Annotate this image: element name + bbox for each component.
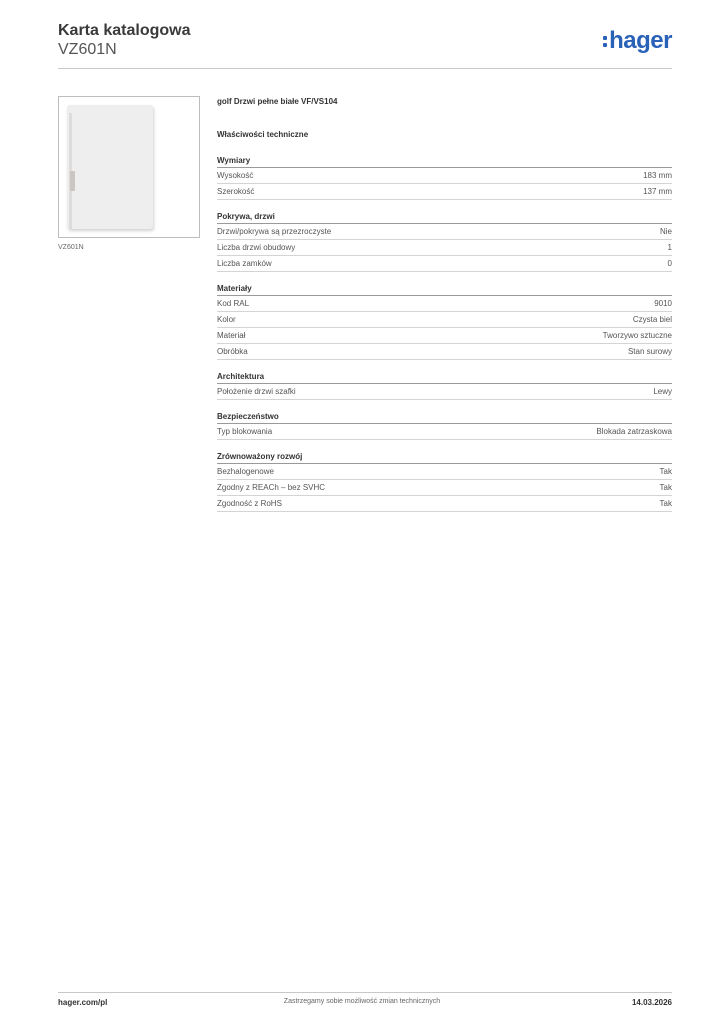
image-caption: VZ601N [58,244,84,251]
footer-date: 14.03.2026 [631,998,672,1007]
spec-row [217,296,672,312]
spec-section [217,410,672,440]
spec-label: Drzwi/pokrywa są przezroczyste [217,227,332,236]
spec-content [217,96,672,512]
spec-value: Blokada zatrzaskowa [596,427,672,436]
spec-row [217,496,672,512]
logo-dots-icon [603,36,607,47]
section-title: Architektura [217,370,672,384]
header-divider [58,68,672,69]
spec-value: 183 mm [643,171,672,180]
spec-row [217,464,672,480]
spec-value: Tak [659,499,672,508]
footer-website[interactable]: hager.com/pl [58,998,108,1007]
logo-text: hager [609,27,672,54]
hager-logo [603,26,672,56]
spec-label: Liczba zamków [217,259,272,268]
section-title: Zrównoważony rozwój [217,450,672,464]
section-title: Materiały [217,282,672,296]
page-header [58,20,672,68]
spec-value: 9010 [654,299,672,308]
spec-value: 137 mm [643,187,672,196]
spec-label: Położenie drzwi szafki [217,387,296,396]
spec-section [217,210,672,272]
spec-row [217,224,672,240]
spec-section [217,282,672,360]
spec-value: Czysta biel [632,315,672,324]
spec-label: Typ blokowania [217,427,273,436]
spec-label: Wysokość [217,171,254,180]
spec-value: Tak [659,467,672,476]
spec-label: Bezhalogenowe [217,467,274,476]
spec-label: Obróbka [217,347,248,356]
product-name: golf Drzwi pełne białe VF/VS104 [217,97,338,106]
spec-row [217,184,672,200]
spec-label: Kolor [217,315,236,324]
spec-row [217,312,672,328]
spec-value: 1 [667,243,672,252]
spec-label: Szerokość [217,187,255,196]
product-image [58,96,200,238]
tech-properties-title: Właściwości techniczne [217,130,309,139]
spec-row [217,480,672,496]
spec-label: Materiał [217,331,246,340]
section-title: Pokrywa, drzwi [217,210,672,224]
door-picture [67,105,153,229]
page-title: Karta katalogowa [58,22,191,39]
footer-notice: Zastrzegamy sobie możliwość zmian technicznych [283,998,441,1005]
spec-row [217,424,672,440]
footer-divider [58,992,672,993]
spec-value: Stan surowy [627,347,672,356]
spec-label: Zgodny z REACh – bez SVHC [217,483,326,492]
spec-label: Liczba drzwi obudowy [217,243,296,252]
spec-value: Tworzywo sztuczne [602,331,672,340]
spec-section [217,154,672,200]
spec-value: Tak [659,483,672,492]
spec-sections [217,154,672,512]
spec-section [217,370,672,400]
spec-row [217,344,672,360]
product-code: VZ601N [58,41,117,58]
spec-row [217,328,672,344]
spec-value: Nie [659,227,672,236]
spec-value: Lewy [653,387,672,396]
section-title: Wymiary [217,154,672,168]
spec-row [217,384,672,400]
spec-label: Zgodność z RoHS [217,499,282,508]
spec-row [217,240,672,256]
section-title: Bezpieczeństwo [217,410,672,424]
spec-row [217,168,672,184]
spec-section [217,450,672,512]
spec-value: 0 [667,259,672,268]
latch-shape [70,171,75,191]
spec-label: Kod RAL [217,299,250,308]
spec-row [217,256,672,272]
